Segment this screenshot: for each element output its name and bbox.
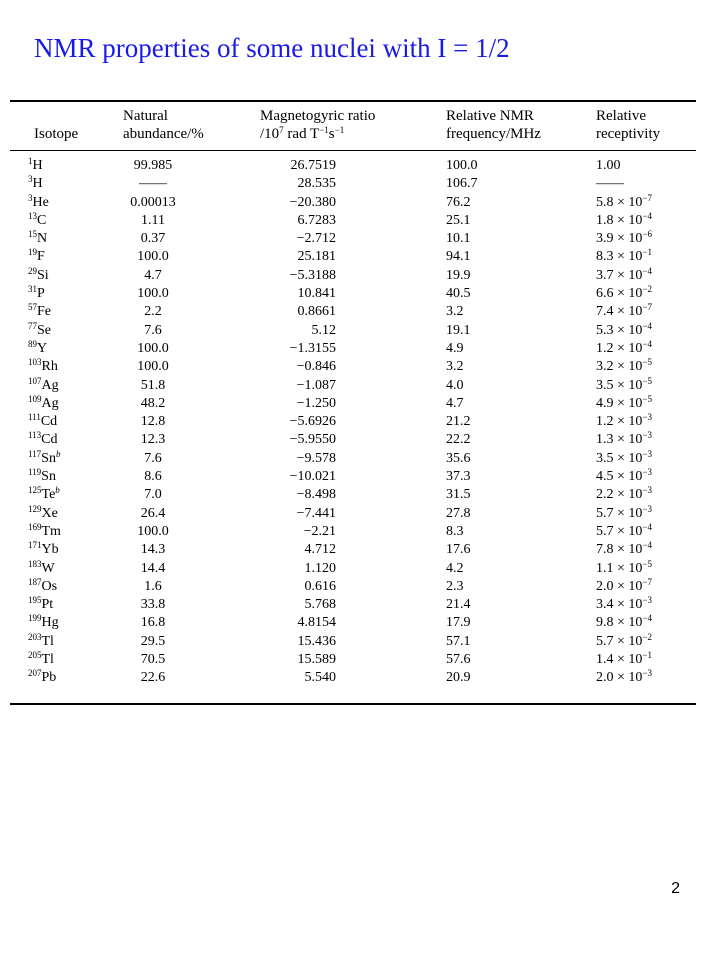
magnetogyric-ratio-cell: −5.3188	[289, 267, 336, 283]
abundance-cell: 14.4	[140, 560, 166, 576]
magnetogyric-ratio-cell: 28.535	[297, 176, 336, 192]
table-row	[10, 157, 696, 175]
isotope-cell: $^{129}$Xe	[28, 503, 58, 521]
table-row	[10, 212, 696, 230]
magnetogyric-ratio-cell: 25.181	[297, 249, 336, 265]
magnetogyric-ratio-cell: −5.9550	[289, 432, 336, 448]
relative-frequency-cell: 21.4	[446, 597, 471, 613]
abundance-cell: 48.2	[140, 395, 166, 411]
isotope-cell: $^{31}$P	[28, 284, 45, 302]
isotope-cell: $^{195}$Pt	[28, 595, 54, 613]
isotope-cell: $^{171}$Yb	[28, 540, 59, 558]
receptivity-cell: $3.5 \times 10^{-3}$	[596, 448, 652, 466]
abundance-cell: 22.6	[140, 670, 166, 686]
relative-frequency-cell: 27.8	[446, 505, 471, 521]
abundance-cell: 14.3	[140, 542, 166, 558]
relative-frequency-cell: 25.1	[446, 212, 471, 228]
receptivity-cell: $8.3 \times 10^{-1}$	[596, 247, 652, 265]
abundance-cell: 70.5	[140, 652, 166, 668]
isotope-cell: $^{103}$Rh	[28, 357, 58, 375]
table-row	[10, 450, 696, 468]
magnetogyric-ratio-cell: −7.441	[296, 505, 336, 521]
receptivity-cell: $7.4 \times 10^{-7}$	[596, 302, 652, 320]
abundance-cell: 12.3	[140, 432, 166, 448]
magnetogyric-ratio-cell: −5.6926	[289, 414, 336, 430]
table-row	[10, 669, 696, 687]
receptivity-cell: $5.8 \times 10^{-7}$	[596, 192, 652, 210]
receptivity-cell: $2.0 \times 10^{-3}$	[596, 668, 652, 686]
abundance-cell: 16.8	[140, 615, 166, 631]
table-row	[10, 486, 696, 504]
abundance-cell: 7.6	[144, 322, 162, 338]
relative-frequency-cell: 19.1	[446, 322, 471, 338]
magnetogyric-ratio-cell: −20.380	[289, 194, 336, 210]
magnetogyric-ratio-cell: −1.250	[296, 395, 336, 411]
relative-frequency-cell: 76.2	[446, 194, 471, 210]
table-row	[10, 285, 696, 303]
receptivity-cell: $3.4 \times 10^{-3}$	[596, 595, 652, 613]
relative-frequency-cell: 35.6	[446, 450, 471, 466]
relative-frequency-cell: 31.5	[446, 487, 471, 503]
isotope-cell: $^{119}$Sn	[28, 467, 56, 485]
isotope-cell: $^3$H	[28, 174, 43, 192]
magnetogyric-ratio-cell: 15.589	[297, 652, 336, 668]
magnetogyric-ratio-cell: 15.436	[297, 633, 336, 649]
receptivity-cell: $9.8 \times 10^{-4}$	[596, 613, 652, 631]
relative-frequency-cell: 4.9	[446, 340, 464, 356]
abundance-cell: 7.6	[144, 450, 162, 466]
magnetogyric-ratio-cell: 6.7283	[297, 212, 336, 228]
relative-frequency-cell: 17.6	[446, 542, 471, 558]
receptivity-cell: $5.7 \times 10^{-3}$	[596, 503, 652, 521]
isotope-cell: $^{89}$Y	[28, 338, 48, 356]
table-row	[10, 395, 696, 413]
isotope-cell: $^{19}$F	[28, 247, 45, 265]
abundance-cell: 26.4	[140, 505, 166, 521]
receptivity-cell: $4.9 \times 10^{-5}$	[596, 393, 652, 411]
receptivity-cell: $1.8 \times 10^{-4}$	[596, 210, 652, 228]
magnetogyric-ratio-cell: 1.120	[304, 560, 336, 576]
receptivity-cell: $1.1 \times 10^{-5}$	[596, 558, 652, 576]
magnetogyric-ratio-cell: −2.21	[303, 523, 336, 539]
receptivity-cell: ——	[596, 176, 624, 192]
isotope-cell: $^{77}$Se	[28, 320, 51, 338]
header-relative-frequency: Relative NMR frequency/MHz	[446, 108, 541, 142]
table-row	[10, 340, 696, 358]
magnetogyric-ratio-cell: 0.8661	[297, 304, 336, 320]
abundance-cell: 51.8	[140, 377, 166, 393]
relative-frequency-cell: 106.7	[446, 176, 478, 192]
abundance-cell: 8.6	[144, 469, 162, 485]
table-row	[10, 322, 696, 340]
isotope-cell: $^{111}$Cd	[28, 412, 58, 430]
table-row	[10, 596, 696, 614]
header-abundance: Natural abundance/%	[123, 108, 204, 142]
magnetogyric-ratio-cell: −10.021	[289, 469, 336, 485]
table-row	[10, 651, 696, 669]
relative-frequency-cell: 40.5	[446, 286, 471, 302]
isotope-cell: $^{107}$Ag	[28, 375, 59, 393]
isotope-cell: $^{117}$Sn$^b$	[28, 448, 61, 466]
table-row	[10, 248, 696, 266]
relative-frequency-cell: 94.1	[446, 249, 471, 265]
abundance-cell: 100.0	[137, 249, 169, 265]
isotope-cell: $^3$He	[28, 192, 49, 210]
magnetogyric-ratio-cell: 10.841	[297, 286, 336, 302]
receptivity-cell: $3.9 \times 10^{-6}$	[596, 229, 652, 247]
magnetogyric-ratio-cell: −0.846	[296, 359, 336, 375]
table-row	[10, 267, 696, 285]
abundance-cell: ——	[139, 176, 167, 192]
table-header-rule	[10, 150, 696, 151]
magnetogyric-ratio-cell: 4.712	[304, 542, 336, 558]
receptivity-cell: $1.2 \times 10^{-4}$	[596, 338, 652, 356]
table-row	[10, 175, 696, 193]
receptivity-cell: $6.6 \times 10^{-2}$	[596, 284, 652, 302]
abundance-cell: 29.5	[140, 633, 166, 649]
table-row	[10, 431, 696, 449]
receptivity-cell: $3.2 \times 10^{-5}$	[596, 357, 652, 375]
table-row	[10, 413, 696, 431]
isotope-cell: $^{203}$Tl	[28, 631, 54, 649]
table-row	[10, 303, 696, 321]
table-row	[10, 578, 696, 596]
receptivity-cell: $1.4 \times 10^{-1}$	[596, 650, 652, 668]
relative-frequency-cell: 17.9	[446, 615, 471, 631]
isotope-cell: $^{13}$C	[28, 210, 47, 228]
relative-frequency-cell: 3.2	[446, 359, 464, 375]
receptivity-cell: $3.7 \times 10^{-4}$	[596, 265, 652, 283]
table-row	[10, 377, 696, 395]
relative-frequency-cell: 21.2	[446, 414, 471, 430]
abundance-cell: 2.2	[144, 304, 162, 320]
magnetogyric-ratio-cell: 5.540	[304, 670, 336, 686]
relative-frequency-cell: 57.1	[446, 633, 471, 649]
table-row	[10, 523, 696, 541]
abundance-cell: 4.7	[144, 267, 162, 283]
relative-frequency-cell: 22.2	[446, 432, 471, 448]
receptivity-cell: $7.8 \times 10^{-4}$	[596, 540, 652, 558]
table-row	[10, 194, 696, 212]
abundance-cell: 1.6	[144, 578, 162, 594]
table-row	[10, 614, 696, 632]
abundance-cell: 99.985	[133, 158, 173, 173]
magnetogyric-ratio-cell: 5.12	[311, 322, 336, 338]
isotope-cell: $^{207}$Pb	[28, 668, 57, 686]
header-magnetogyric-ratio: Magnetogyric ratio $/10^7$ rad $T^{-1}s^{-1}$	[260, 108, 376, 142]
isotope-cell: $^{125}$Te$^b$	[28, 485, 60, 503]
isotope-cell: $^{109}$Ag	[28, 393, 59, 411]
receptivity-cell: $2.0 \times 10^{-7}$	[596, 576, 652, 594]
table-bottom-rule	[10, 703, 696, 705]
magnetogyric-ratio-cell: −2.712	[296, 231, 336, 247]
isotope-cell: $^{15}$N	[28, 229, 48, 247]
relative-frequency-cell: 8.3	[446, 523, 464, 539]
table-row	[10, 560, 696, 578]
abundance-cell: 7.0	[144, 487, 162, 503]
relative-frequency-cell: 4.2	[446, 560, 464, 576]
table-body	[10, 157, 696, 688]
relative-frequency-cell: 3.2	[446, 304, 464, 320]
header-isotope: Isotope	[34, 126, 79, 142]
relative-frequency-cell: 100.0	[446, 158, 478, 173]
isotope-cell: $^{57}$Fe	[28, 302, 51, 320]
abundance-cell: 0.37	[140, 231, 166, 247]
abundance-cell: 100.0	[137, 286, 169, 302]
magnetogyric-ratio-cell: 4.8154	[297, 615, 336, 631]
magnetogyric-ratio-cell: 26.7519	[290, 158, 336, 173]
table-top-rule	[10, 100, 696, 102]
magnetogyric-ratio-cell: 0.616	[304, 578, 336, 594]
receptivity-cell: $4.5 \times 10^{-3}$	[596, 467, 652, 485]
table-row	[10, 505, 696, 523]
magnetogyric-ratio-cell: −1.087	[296, 377, 336, 393]
receptivity-cell: $2.2 \times 10^{-3}$	[596, 485, 652, 503]
isotope-cell: $^1$H	[28, 156, 43, 173]
relative-frequency-cell: 20.9	[446, 670, 471, 686]
isotope-cell: $^{29}$Si	[28, 265, 49, 283]
receptivity-cell: $5.7 \times 10^{-4}$	[596, 521, 652, 539]
relative-frequency-cell: 57.6	[446, 652, 471, 668]
receptivity-cell: 1.00	[596, 158, 621, 173]
isotope-cell: $^{199}$Hg	[28, 613, 59, 631]
receptivity-cell: $3.5 \times 10^{-5}$	[596, 375, 652, 393]
relative-frequency-cell: 19.9	[446, 267, 471, 283]
abundance-cell: 33.8	[140, 597, 166, 613]
relative-frequency-cell: 4.0	[446, 377, 464, 393]
receptivity-cell: $5.7 \times 10^{-2}$	[596, 631, 652, 649]
magnetogyric-ratio-cell: 5.768	[304, 597, 336, 613]
table-row	[10, 541, 696, 559]
isotope-cell: $^{183}$W	[28, 558, 55, 576]
header-relative-receptivity: Relative receptivity	[596, 108, 661, 142]
relative-frequency-cell: 37.3	[446, 469, 471, 485]
relative-frequency-cell: 2.3	[446, 578, 464, 594]
receptivity-cell: $1.2 \times 10^{-3}$	[596, 412, 652, 430]
abundance-cell: 1.11	[141, 212, 165, 228]
isotope-cell: $^{169}$Tm	[28, 521, 61, 539]
page-number: 2	[671, 880, 680, 897]
isotope-cell: $^{113}$Cd	[28, 430, 58, 448]
abundance-cell: 100.0	[137, 359, 169, 375]
table-row	[10, 468, 696, 486]
abundance-cell: 100.0	[137, 340, 169, 356]
relative-frequency-cell: 10.1	[446, 231, 471, 247]
magnetogyric-ratio-cell: −1.3155	[289, 340, 336, 356]
abundance-cell: 0.00013	[130, 194, 176, 210]
abundance-cell: 100.0	[137, 523, 169, 539]
relative-frequency-cell: 4.7	[446, 395, 464, 411]
table-row	[10, 358, 696, 376]
abundance-cell: 12.8	[140, 414, 166, 430]
magnetogyric-ratio-cell: −8.498	[296, 487, 336, 503]
magnetogyric-ratio-cell: −9.578	[296, 450, 336, 466]
table-row	[10, 633, 696, 651]
table-row	[10, 230, 696, 248]
page-title: NMR properties of some nuclei with I = 1/2	[34, 33, 510, 63]
isotope-cell: $^{205}$Tl	[28, 650, 54, 668]
receptivity-cell: $5.3 \times 10^{-4}$	[596, 320, 652, 338]
receptivity-cell: $1.3 \times 10^{-3}$	[596, 430, 652, 448]
isotope-cell: $^{187}$Os	[28, 576, 58, 594]
